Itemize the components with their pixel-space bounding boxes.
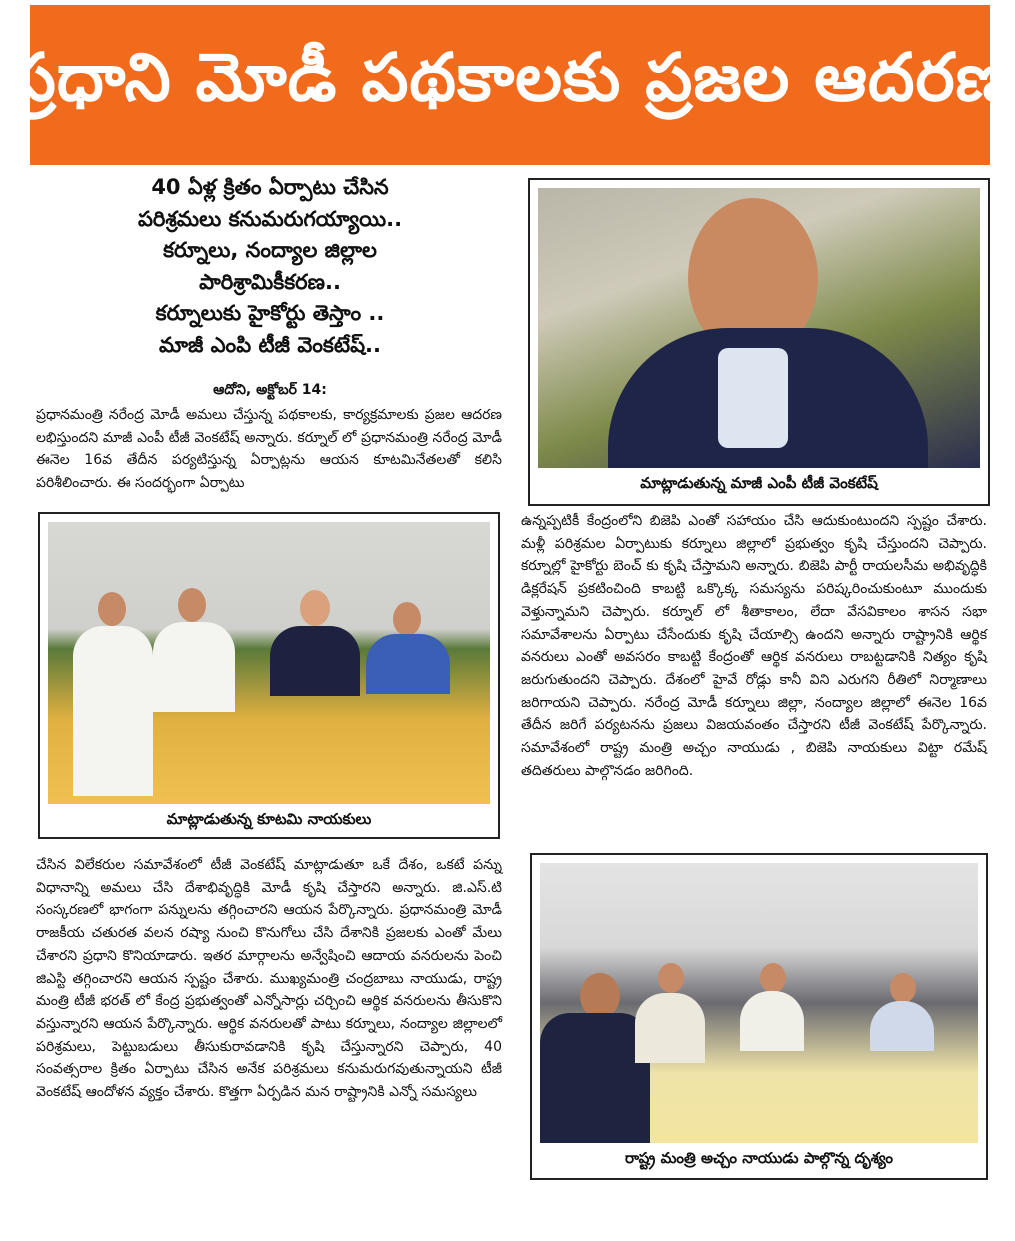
photo-image (540, 863, 978, 1143)
subheadline-line: కర్నూలుకు హైకోర్టు తెస్తాం .. (155, 301, 385, 325)
photo-minister-meeting (530, 853, 988, 1180)
photo-caption: మాట్లాడుతున్న కూటమి నాయకులు (166, 810, 372, 828)
photo-image (538, 188, 980, 468)
subheadline-line: కర్నూలు, నంద్యాల జిల్లాల (163, 238, 377, 262)
photo-caption: మాట్లాడుతున్న మాజీ ఎంపీ టీజీ వెంకటేష్ (640, 474, 878, 492)
subheadline-line: మాజీ ఎంపి టీజీ వెంకటేష్.. (159, 332, 381, 357)
article-body-part1: ప్రధానమంత్రి నరేంద్ర మోడీ అమలు చేస్తున్న పథకాలకు, కార్యక్రమాలకు ప్రజల ఆదరణ లభిస్తుందని మాజీ ఎంపీ టీజీ వెంకటేష్ అన్నారు. కర్నూల్ లో ప్రధానమంత్రి నరేంద్ర మోడీ ఈనెల 16వ తేదీన పర్యటిస్తున్న ఏర్పాట్లను ఆయన కూటమినేతలతో కలిసి పరిశీలించారు. ఈ సందర్భంగా ఏర్పాటు (36, 407, 502, 492)
subheadline-line: పారిశ్రామికీకరణ.. (199, 269, 341, 294)
article-body-part3: ఉన్నప్పటికీ కేంద్రంలోని బిజెపి ఎంతో సహాయం చేసి ఆదుకుంటుందని స్పష్టం చేశారు. మళ్లీ పరిశ్రమల ఏర్పాటుకు కర్నూలు జిల్లాలో ప్రభుత్వం కృషి చేస్తుందని చెప్పారు. కర్నూల్లో హైకోర్టు బెంచ్ కు కృషి చేస్తామని అన్నారు. బిజెపి పార్టీ రాయలసీమ అభివృద్ధికి డిక్లరేషన్ ప్రకటించింది కాబట్టి ఒక్కొక్క సమస్యను పరిష్కరించుకుంటూ ముందుకు వెళ్తున్నామని చెప్పారు. కర్నూల్ లో శీతాకాలం, లేదా వేసవికాలం శాసన సభా సమావేశాలను ఏర్పాటు చేసేందుకు కృషి చేయాల్సి ఉందని అన్నారు రాష్ట్రానికి ఆర్థిక వనరులు ఎంతో అవసరం కాబట్టి కేంద్రంతో ఆర్థిక వనరులు రాబట్టడానికి నిత్యం కృషి జరుగుతుందని చెప్పారు. దేశంలో హైవే రోడ్లు కానీ విని ఎరుగని రీతిలో నిర్మాణాలు జరిగాయని చెప్పారు. నరేంద్ర మోడీ కర్నూలు జిల్లా, నంద్యాల జిల్లాలో ఈనెల 16వ తేదీన జరిగే పర్యటనను ప్రజలు విజయవంతం చేస్తారని టీజీ వెంకటేష్ పేర్కొన్నారు. సమావేశంలో రాష్ట్ర మంత్రి అచ్చం నాయుడు , బిజెపి నాయకులు విట్టా రమేష్ తదితరులు పాల్గొనడం జరిగింది. (521, 513, 987, 779)
subheadline-line: పరిశ్రమలు కనుమరుగయ్యాయి.. (137, 206, 403, 231)
headline-banner (8, 5, 1012, 165)
headline: ప్రధాని మోడీ పథకాలకు ప్రజల ఆదరణ (8, 38, 1012, 116)
subheadline-line: 40 ఏళ్ల క్రితం ఏర్పాటు చేసిన (151, 175, 389, 199)
photo-caption: రాష్ట్ర మంత్రి అచ్చం నాయుడు పాల్గొన్న దృశ్యం (624, 1149, 893, 1167)
subheadline (40, 172, 500, 361)
photo-tg-venkatesh (528, 178, 990, 506)
photo-alliance-leaders (38, 512, 500, 839)
dateline: ఆదోని, అక్టోబర్ 14: (213, 382, 327, 398)
article-body-part2: చేసిన విలేకరుల సమావేశంలో టీజీ వెంకటేష్ మాట్లాడుతూ ఒకే దేశం, ఒకటే పన్ను విధానాన్ని అమలు చేసి దేశాభివృద్ధికి మోడీ కృషి చేస్తారని అన్నారు. జి.ఎస్.టి సంస్కరణలో భాగంగా పన్నులను తగ్గించారని ఆయన పేర్కొన్నారు. ప్రధానమంత్రి మోడీ రాజకీయ చతురత వలన రష్యా నుంచి కొనుగోలు చేసి దేశానికి ప్రజలకు ఎంతో మేలు చేశారని ప్రధాని కొనియాడారు. ఇతర మార్గాలను అన్వేషించి ఆదాయ వనరులను పెంచి జిఎస్టి తగ్గించారని ఆయన స్పష్టం చేశారు. ముఖ్యమంత్రి చంద్రబాబు నాయుడు, రాష్ట్ర మంత్రి టీజీ భరత్ లో కేంద్ర ప్రభుత్వంతో ఎన్నోసార్లు చర్చించి ఆర్థిక వనరులను తీసుకొని వస్తున్నారని ఆయన పేర్కొన్నారు. ఆర్థిక వనరులతో పాటు కర్నూలు, నంద్యాల జిల్లాలలో పరిశ్రమలు, పెట్టుబడులు తీసుకురావడానికి కృషి చేస్తున్నారని చెప్పారు, 40 సంవత్సరాల క్రితం ఏర్పాటు చేసిన అనేక పరిశ్రమలు కనుమరుగవుతున్నాయని టీజీ వెంకటేష్ ఆందోళన వ్యక్తం చేశారు. కొత్తగా ఏర్పడిన మన రాష్ట్రానికి ఎన్నో సమస్యలు (36, 857, 502, 1101)
photo-image (48, 522, 490, 804)
